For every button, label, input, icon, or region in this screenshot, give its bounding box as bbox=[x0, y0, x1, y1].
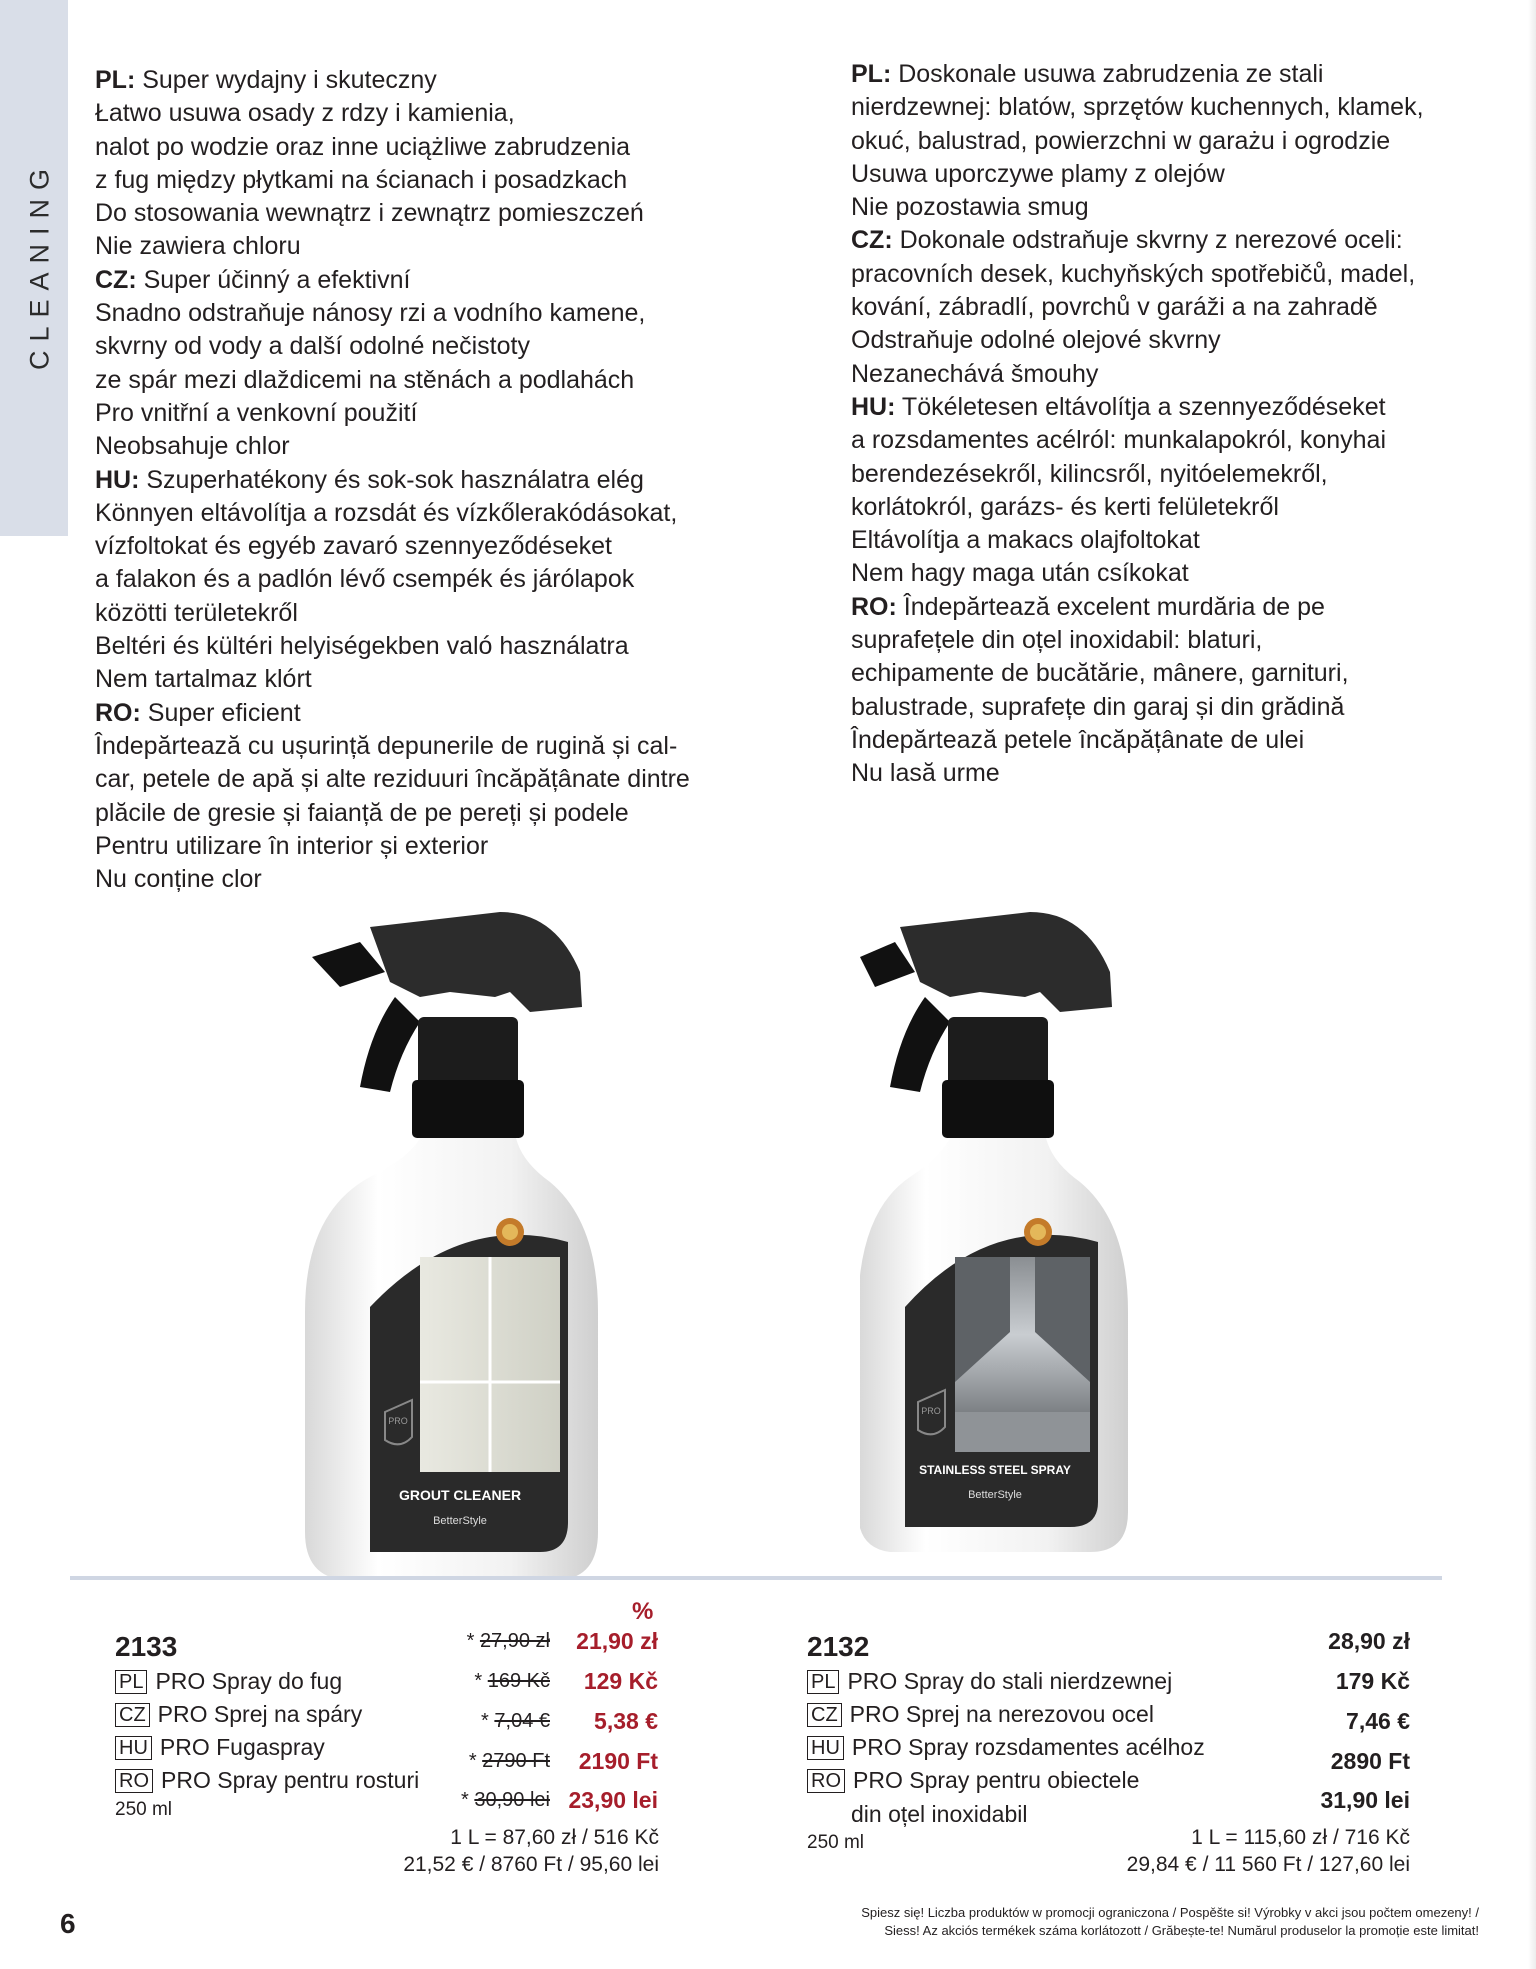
description-line bbox=[95, 197, 690, 230]
unit-price-line-1: 1 L = 87,60 zł / 516 Kč bbox=[450, 1826, 659, 1849]
description-line bbox=[851, 458, 1424, 491]
variant-name: PRO Sprej na spáry bbox=[157, 1701, 363, 1727]
description-text: Eltávolítja a makacs olajfoltokat bbox=[851, 526, 1200, 555]
description-text: Nezanechává šmouhy bbox=[851, 359, 1099, 388]
product-volume: 250 ml bbox=[807, 1832, 865, 1853]
variant-cz bbox=[807, 1701, 1154, 1728]
description-line bbox=[851, 191, 1424, 224]
product-volume: 250 ml bbox=[115, 1799, 173, 1820]
disclaimer-line-1: Spiesz się! Liczba produktów w promocji ograniczona / Pospěšte si! Výrobky v akci jsou počtem omezeny! / bbox=[861, 1905, 1479, 1920]
description-line bbox=[95, 464, 690, 497]
variant-name: PRO Spray do stali nierdzewnej bbox=[847, 1668, 1173, 1694]
description-text: Doskonale usuwa zabrudzenia ze stali bbox=[891, 60, 1324, 88]
pro-mark: PRO bbox=[921, 1406, 941, 1416]
price-ro: 31,90 lei bbox=[1320, 1787, 1410, 1813]
variant-pl bbox=[807, 1668, 1172, 1695]
variant-name: PRO Spray rozsdamentes acélhoz bbox=[851, 1734, 1205, 1760]
description-text: Super účinný a efektivní bbox=[136, 265, 411, 294]
language-code: PL: bbox=[95, 66, 136, 94]
language-code: PL: bbox=[851, 60, 892, 88]
old-price-eur: * 7,04 € bbox=[481, 1710, 550, 1732]
description-line bbox=[95, 730, 690, 763]
section-divider bbox=[70, 1576, 1442, 1580]
description-text: nierdzewnej: blatów, sprzętów kuchennych, klamek, bbox=[851, 93, 1424, 122]
stainless-spray-description bbox=[851, 58, 1424, 791]
price-eur: 7,46 € bbox=[1346, 1708, 1410, 1734]
promo-percent-icon: % bbox=[632, 1598, 654, 1625]
description-text: Îndepărtează petele încăpățânate de ulei bbox=[851, 725, 1305, 754]
description-text: Nie zawiera chloru bbox=[95, 232, 301, 261]
description-line bbox=[95, 597, 690, 630]
variant-ro-continued: din oțel inoxidabil bbox=[851, 1801, 1028, 1827]
description-line bbox=[851, 524, 1424, 557]
description-text: balustrade, suprafețe din garaj și din grădină bbox=[851, 692, 1345, 721]
language-code: HU: bbox=[95, 465, 140, 494]
description-line bbox=[95, 164, 690, 197]
product-code-2133: 2133 bbox=[115, 1631, 178, 1662]
description-text: suprafețele din oțel inoxidabil: blaturi, bbox=[851, 626, 1263, 655]
old-price-ro: * 30,90 lei bbox=[461, 1789, 550, 1811]
variant-name: PRO Spray do fug bbox=[155, 1668, 343, 1694]
description-line bbox=[851, 158, 1424, 191]
language-code: CZ: bbox=[95, 265, 137, 294]
description-text: a falakon és a padlón lévő csempék és járólapok bbox=[95, 565, 635, 594]
description-text: Pentru utilizare în interior și exterior bbox=[95, 831, 489, 860]
unit-price-line-1: 1 L = 115,60 zł / 716 Kč bbox=[1191, 1826, 1410, 1849]
old-price-cz: * 169 Kč bbox=[474, 1670, 550, 1692]
description-line bbox=[95, 364, 690, 397]
promo-price-pl: 21,90 zł bbox=[576, 1628, 658, 1654]
variant-name: PRO Spray pentru rosturi bbox=[161, 1767, 420, 1793]
description-text: Tökéletesen eltávolítja a szennyeződéseket bbox=[895, 392, 1386, 421]
description-line bbox=[95, 830, 690, 863]
description-text: korlátokról, garázs- és kerti felületekről bbox=[851, 492, 1279, 521]
description-line bbox=[95, 763, 690, 796]
variant-hu bbox=[807, 1734, 1205, 1761]
bottle-label-grout: GROUT CLEANER bbox=[398, 1487, 522, 1503]
description-text: közötti területekről bbox=[95, 598, 298, 627]
description-text: Îndepărtează excelent murdăria de pe bbox=[896, 592, 1325, 621]
old-price-pl: * 27,90 zł bbox=[466, 1630, 550, 1652]
description-line bbox=[95, 563, 690, 596]
description-line bbox=[851, 657, 1424, 690]
brand-logo-left: BetterStyle bbox=[433, 1515, 487, 1527]
description-text: Super wydajny i skuteczny bbox=[135, 66, 437, 94]
description-text: a rozsdamentes acélról: munkalapokról, konyhai bbox=[851, 426, 1386, 455]
description-text: Szuperhatékony és sok-sok használatra elég bbox=[139, 465, 644, 494]
language-code: CZ: bbox=[851, 226, 893, 255]
description-text: vízfoltokat és egyéb zavaró szennyeződéseket bbox=[95, 532, 612, 561]
country-code-pl: PL bbox=[807, 1670, 839, 1694]
bottle-label-stainless: STAINLESS STEEL SPRAY bbox=[919, 1463, 1071, 1477]
description-text: Nu conține clor bbox=[95, 865, 262, 894]
description-line bbox=[851, 58, 1424, 91]
language-code: HU: bbox=[851, 392, 896, 421]
grout-cleaner-description bbox=[95, 64, 690, 896]
description-text: Nem hagy maga után csíkokat bbox=[851, 559, 1189, 588]
price-pl: 28,90 zł bbox=[1328, 1628, 1410, 1654]
variant-ro bbox=[807, 1767, 1139, 1794]
stainless-spray-bottle-image bbox=[860, 912, 1160, 1552]
description-line bbox=[851, 624, 1424, 657]
description-line bbox=[851, 258, 1424, 291]
description-line bbox=[95, 530, 690, 563]
description-text: car, petele de apă și alte reziduuri încăpățânate dintre bbox=[95, 765, 690, 794]
variant-hu bbox=[115, 1734, 325, 1761]
promo-price-hu: 2190 Ft bbox=[578, 1748, 658, 1774]
variant-cz bbox=[115, 1701, 362, 1728]
description-text: skvrny od vody a další odolné nečistoty bbox=[95, 332, 530, 361]
description-line bbox=[95, 97, 690, 130]
description-line bbox=[95, 297, 690, 330]
promo-price-cz: 129 Kč bbox=[583, 1668, 658, 1694]
description-line bbox=[95, 131, 690, 164]
description-text: nalot po wodzie oraz inne uciążliwe zabrudzenia bbox=[95, 132, 631, 161]
description-line bbox=[95, 230, 690, 263]
description-text: Nu lasă urme bbox=[851, 759, 1000, 788]
description-line bbox=[95, 863, 690, 896]
variant-name: PRO Sprej na nerezovou ocel bbox=[849, 1701, 1154, 1727]
description-text: Beltéri és kültéri helyiségekben való használatra bbox=[95, 632, 629, 661]
variant-pl bbox=[115, 1668, 342, 1695]
description-line bbox=[851, 291, 1424, 324]
variant-name: PRO Spray pentru obiectele bbox=[853, 1767, 1140, 1793]
description-line bbox=[851, 691, 1424, 724]
description-text: echipamente de bucătărie, mânere, garnituri, bbox=[851, 659, 1349, 688]
category-sidebar bbox=[0, 0, 68, 536]
description-line bbox=[95, 697, 690, 730]
description-text: Nem tartalmaz klórt bbox=[95, 665, 312, 694]
description-line bbox=[851, 324, 1424, 357]
description-line bbox=[851, 358, 1424, 391]
description-line bbox=[851, 591, 1424, 624]
price-hu: 2890 Ft bbox=[1330, 1748, 1410, 1774]
product-code-2132: 2132 bbox=[807, 1631, 870, 1662]
grout-cleaner-bottle-image bbox=[300, 912, 600, 1582]
description-text: plăcile de gresie și faianță de pe pereți și podele bbox=[95, 798, 629, 827]
description-line bbox=[851, 757, 1424, 790]
unit-price-line-2: 29,84 € / 11 560 Ft / 127,60 lei bbox=[1126, 1853, 1410, 1876]
language-code: RO: bbox=[851, 592, 897, 621]
country-code-cz: CZ bbox=[807, 1703, 842, 1727]
description-line bbox=[95, 264, 690, 297]
description-text: Îndepărtează cu ușurință depunerile de rugină și cal- bbox=[95, 731, 678, 760]
description-text: Łatwo usuwa osady z rdzy i kamienia, bbox=[95, 99, 515, 128]
description-line bbox=[95, 397, 690, 430]
description-text: Snadno odstraňuje nánosy rzi a vodního kamene, bbox=[95, 299, 646, 328]
description-line bbox=[851, 224, 1424, 257]
promo-price-eur: 5,38 € bbox=[594, 1708, 658, 1734]
description-line bbox=[95, 64, 690, 97]
description-line bbox=[851, 91, 1424, 124]
description-line bbox=[95, 663, 690, 696]
promo-price-ro: 23,90 lei bbox=[568, 1787, 658, 1813]
description-line bbox=[851, 391, 1424, 424]
variant-name: PRO Fugaspray bbox=[159, 1734, 325, 1760]
description-text: Pro vnitřní a venkovní použití bbox=[95, 398, 418, 427]
description-line bbox=[95, 497, 690, 530]
description-text: okuć, balustrad, powierzchni w garażu i ogrodzie bbox=[851, 126, 1391, 155]
description-text: Nie pozostawia smug bbox=[851, 193, 1089, 222]
description-line bbox=[851, 557, 1424, 590]
description-text: Odstraňuje odolné olejové skvrny bbox=[851, 326, 1221, 355]
promo-disclaimer bbox=[779, 1904, 1479, 1940]
description-text: Könnyen eltávolítja a rozsdát és vízkőlerakódásokat, bbox=[95, 498, 678, 527]
description-line bbox=[851, 491, 1424, 524]
unit-price-line-2: 21,52 € / 8760 Ft / 95,60 lei bbox=[403, 1853, 659, 1876]
description-text: Neobsahuje chlor bbox=[95, 432, 290, 461]
description-line bbox=[851, 125, 1424, 158]
description-text: z fug między płytkami na ścianach i posadzkach bbox=[95, 165, 628, 194]
country-code-hu: HU bbox=[807, 1736, 844, 1760]
pro-mark: PRO bbox=[388, 1416, 408, 1426]
page-edge-shadow bbox=[1528, 0, 1536, 1969]
old-price-hu: * 2790 Ft bbox=[468, 1750, 550, 1772]
country-code-hu: HU bbox=[115, 1736, 152, 1760]
description-line bbox=[851, 724, 1424, 757]
description-text: kování, zábradlí, povrchů v garáži a na zahradě bbox=[851, 293, 1378, 322]
description-line bbox=[851, 424, 1424, 457]
price-cz: 179 Kč bbox=[1335, 1668, 1410, 1694]
description-text: pracovních desek, kuchyňských spotřebičů, madel, bbox=[851, 259, 1416, 288]
disclaimer-line-2: Siess! Az akciós termékek száma korlátozott / Grăbește-te! Numărul produselor la promoție este limitat! bbox=[884, 1923, 1479, 1938]
description-text: Dokonale odstraňuje skvrny z nerezové oceli: bbox=[892, 226, 1403, 255]
description-line bbox=[95, 330, 690, 363]
category-label: CLEANING bbox=[24, 159, 55, 371]
description-line bbox=[95, 797, 690, 830]
description-text: berendezésekről, kilincsről, nyitóelemekről, bbox=[851, 459, 1328, 488]
description-text: Usuwa uporczywe plamy z olejów bbox=[851, 159, 1225, 188]
description-text: ze spár mezi dlaždicemi na stěnách a podlahách bbox=[95, 365, 635, 394]
description-text: Do stosowania wewnątrz i zewnątrz pomieszczeń bbox=[95, 199, 644, 228]
description-line bbox=[95, 630, 690, 663]
language-code: RO: bbox=[95, 698, 141, 727]
brand-logo-right: BetterStyle bbox=[968, 1489, 1022, 1501]
page-number: 6 bbox=[60, 1908, 76, 1939]
description-text: Super eficient bbox=[140, 698, 301, 727]
variant-ro bbox=[115, 1767, 419, 1794]
country-code-pl: PL bbox=[115, 1670, 147, 1694]
country-code-ro: RO bbox=[115, 1769, 153, 1793]
description-line bbox=[95, 430, 690, 463]
country-code-ro: RO bbox=[807, 1769, 845, 1793]
country-code-cz: CZ bbox=[115, 1703, 150, 1727]
